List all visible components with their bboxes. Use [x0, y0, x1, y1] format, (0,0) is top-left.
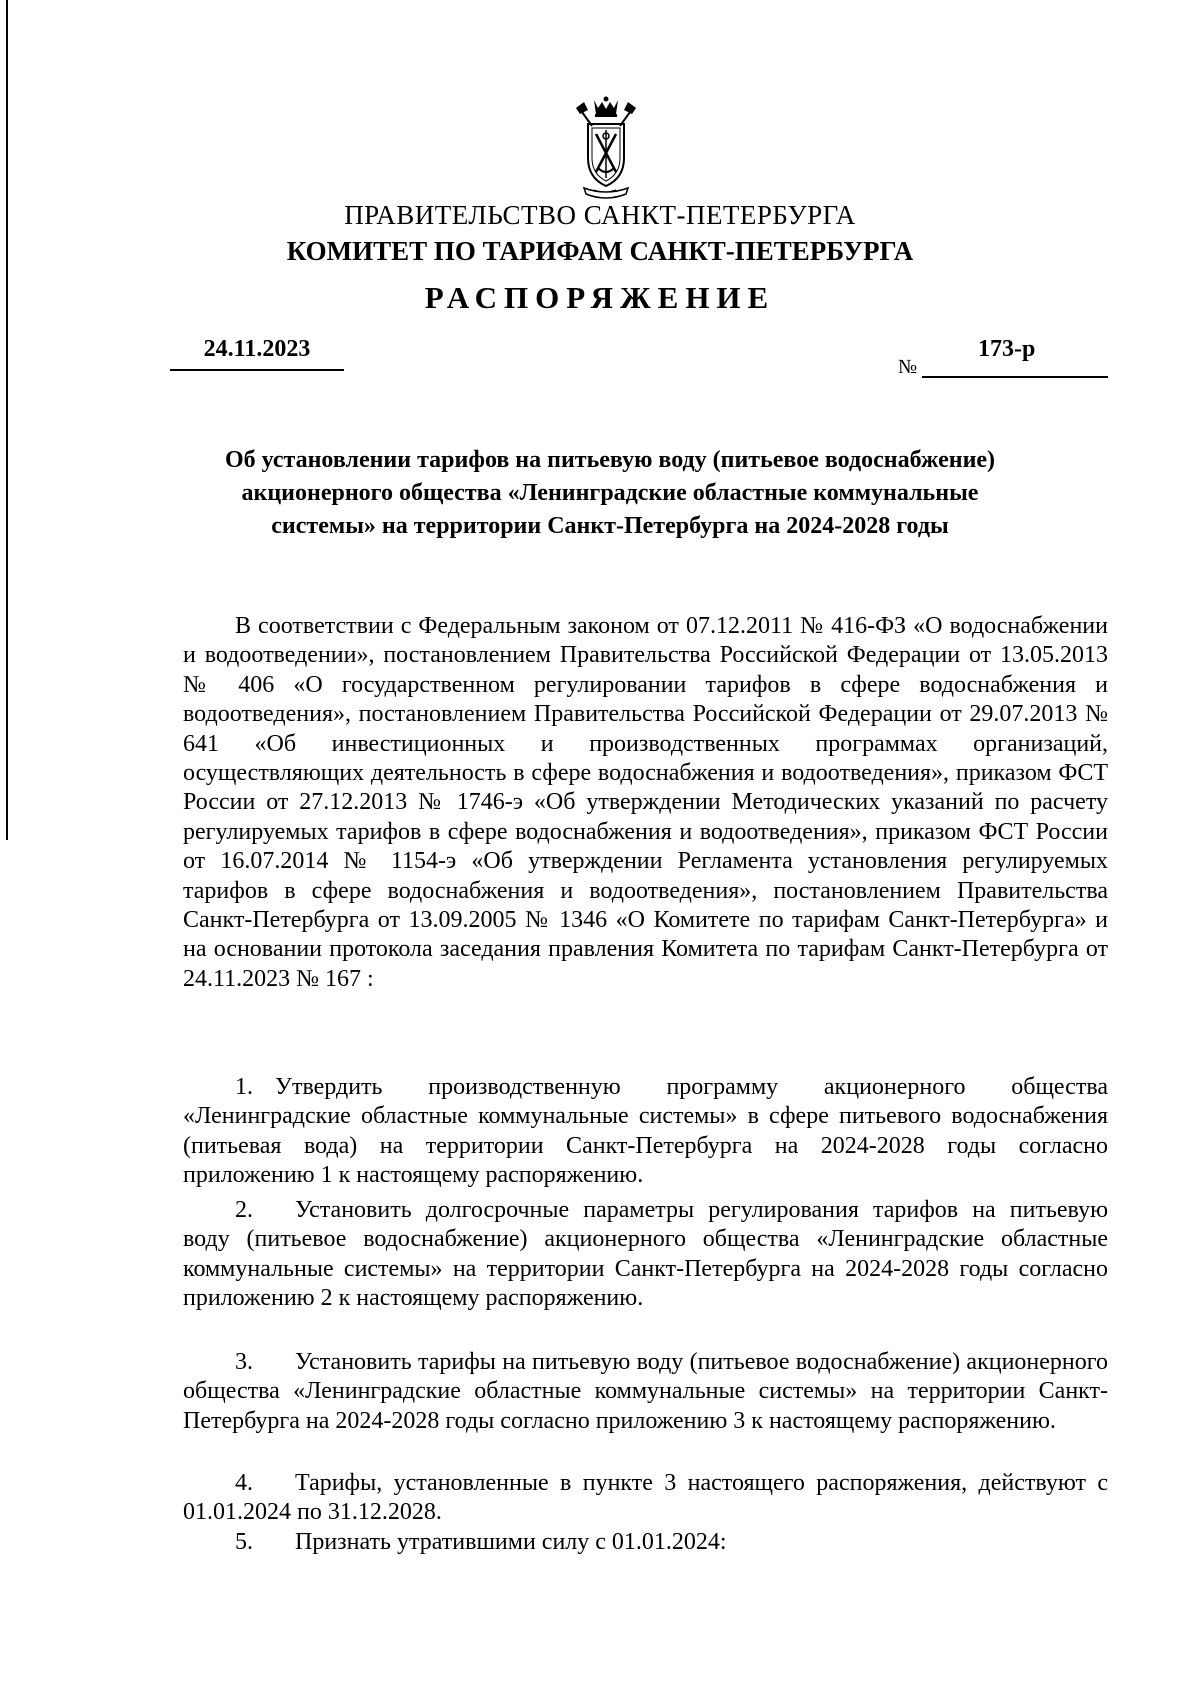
- scan-edge-line: [6, 0, 8, 840]
- item-text: Тарифы, установленные в пункте 3 настоящего распоряжения, действуют с 01.01.2024 по 31.12.2028.: [183, 1470, 1108, 1526]
- number-sign: №: [898, 356, 918, 378]
- list-item: [183, 1073, 1108, 1191]
- list-item: [183, 1469, 1108, 1528]
- item-number: 1.: [235, 1074, 253, 1100]
- document-date: 24.11.2023: [170, 336, 344, 371]
- committee-name: КОМИТЕТ ПО ТАРИФАМ САНКТ-ПЕТЕРБУРГА: [286, 236, 914, 266]
- item-number: 4.: [235, 1470, 253, 1496]
- item-number: 5.: [235, 1529, 253, 1555]
- item-text: Установить тарифы на питьевую воду (питьевое водоснабжение) акционерного общества «Ленинградские областные коммунальные системы» на территории Санкт-Петербурга на 2024-2028 годы согласно приложению 3 к настоящему распоряжению.: [183, 1349, 1108, 1434]
- document-title: [180, 444, 1040, 543]
- list-item: [183, 1348, 1108, 1436]
- list-item: [183, 1528, 1108, 1557]
- item-number: 3.: [235, 1349, 253, 1375]
- title-line: Об установлении тарифов на питьевую воду (питьевое водоснабжение): [224, 447, 996, 473]
- title-line: системы» на территории Санкт-Петербурга на 2024-2028 годы: [271, 513, 949, 539]
- document-type: РАСПОРЯЖЕНИЕ: [424, 280, 776, 315]
- list-item: [183, 1196, 1108, 1314]
- item-text: Утвердить производственную программу акционерного общества «Ленинградские областные коммунальные системы» в сфере питьевого водоснабжения (питьевая вода) на территории Санкт-Петербурга на 2024-2028 годы согласно приложению 1 к настоящему распоряжению.: [183, 1074, 1108, 1189]
- number-underline: [922, 376, 1108, 378]
- item-text: Признать утратившими силу с 01.01.2024:: [295, 1529, 727, 1555]
- government-name: ПРАВИТЕЛЬСТВО САНКТ-ПЕТЕРБУРГА: [344, 200, 856, 230]
- preamble-paragraph: В соответствии с Федеральным законом от 07.12.2011 № 416-ФЗ «О водоснабжении и водоотведении», постановлением Правительства Российской Федерации от 13.05.2013 № 406 «О государственном регулировании тарифов в сфере водоснабжения и водоотведения», постановлением Правительства Российской Федерации от 29.07.2013 № 641 «Об инвестиционных и производственных программах организаций, осуществляющих деятельность в сфере водоснабжения и водоотведения», приказом ФСТ России от 27.12.2013 № 1746-э «Об утверждении Методических указаний по расчету регулируемых тарифов в сфере водоснабжения и водоотведения», приказом ФСТ России от 16.07.2014 № 1154-э «Об утверждении Регламента установления регулируемых тарифов в сфере водоснабжения и водоотведения», постановлением Правительства Санкт-Петербурга от 13.09.2005 № 1346 «О Комитете по тарифам Санкт-Петербурга» и на основании протокола заседания правления Комитета по тарифам Санкт-Петербурга от 24.11.2023 № 167 :: [183, 613, 1108, 992]
- item-text: Установить долгосрочные параметры регулирования тарифов на питьевую воду (питьевое водоснабжение) акционерного общества «Ленинградские областные коммунальные системы» на территории Санкт-Петербурга на 2024-2028 годы согласно приложению 2 к настоящему распоряжению.: [183, 1197, 1108, 1312]
- item-number: 2.: [235, 1197, 253, 1223]
- title-line: акционерного общества «Ленинградские областные коммунальные: [241, 480, 979, 506]
- document-number: 173-р: [978, 336, 1036, 362]
- coat-of-arms-icon: [570, 96, 642, 202]
